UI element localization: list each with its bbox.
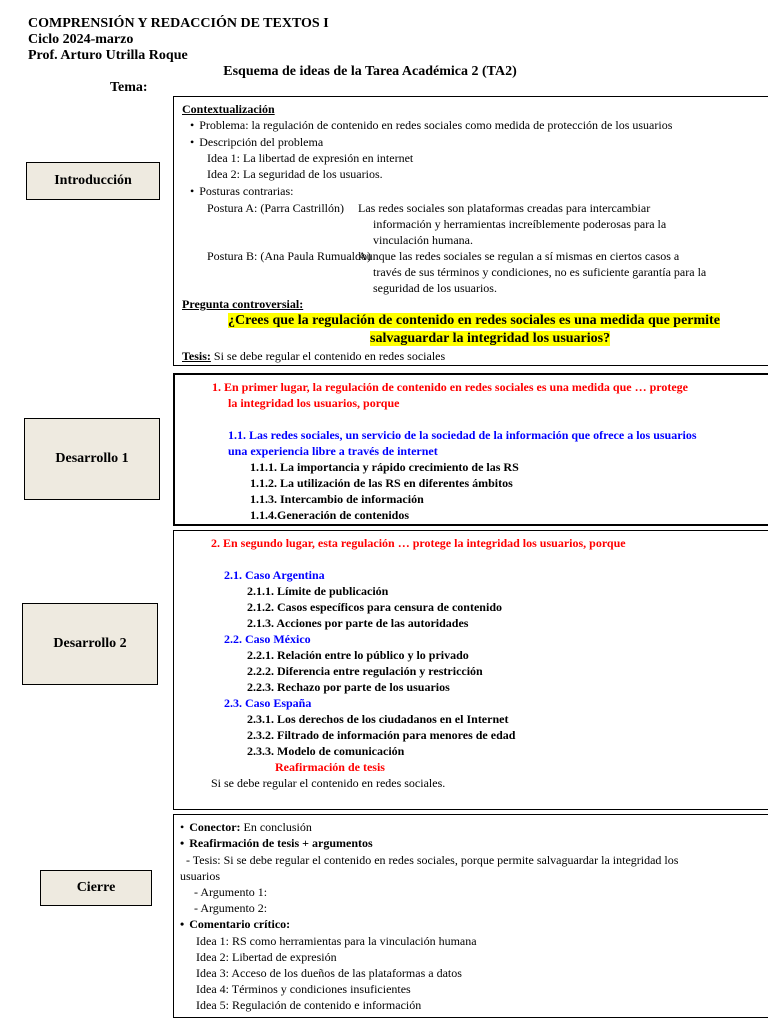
label-text: Introducción [54, 173, 132, 188]
connector-item [180, 819, 312, 835]
case-argentina: 2.1. Caso Argentina [224, 568, 325, 582]
case-item: 2.3.1. Los derechos de los ciudadanos en el Internet [247, 712, 509, 726]
label-text: Cierre [76, 880, 116, 895]
case-item: 2.1.3. Acciones por parte de las autoridades [247, 616, 469, 630]
tema-label: Tema: [110, 80, 148, 95]
question-line-1 [228, 313, 720, 329]
desarrollo-1-section [173, 373, 768, 526]
comment-idea: Idea 5: Regulación de contenido e información [196, 998, 422, 1012]
dev2-reaffirm: Reafirmación de tesis [275, 760, 385, 774]
dev2-main: 2. En segundo lugar, esta regulación … protege la integridad los usuarios, porque [211, 536, 626, 550]
argument-2: - Argumento 2: [194, 901, 268, 915]
dev1-main-line-1: 1. En primer lugar, la regulación de contenido en redes sociales es una medida que … protege [212, 380, 689, 394]
cycle: Ciclo 2024-marzo [28, 32, 134, 47]
idea-2: Idea 2: La seguridad de los usuarios. [207, 167, 383, 181]
case-item: 2.3.3. Modelo de comunicación [247, 744, 405, 758]
case-item: 2.3.2. Filtrado de información para menores de edad [247, 728, 516, 742]
case-item: 2.2.1. Relación entre lo público y lo privado [247, 648, 469, 662]
posture-b-label: Postura B: (Ana Paula Rumualdo) [207, 249, 371, 263]
dev1-item: 1.1.3. Intercambio de información [250, 492, 424, 506]
dev1-main-line-2: la integridad los usuarios, porque [228, 396, 400, 410]
pregunta-heading: Pregunta controversial: [182, 297, 304, 311]
case-item: 2.1.1. Límite de publicación [247, 584, 389, 598]
label-cierre [40, 870, 152, 906]
comment-idea: Idea 1: RS como herramientas para la vinculación humana [196, 934, 477, 948]
postures-item: • Posturas contrarias: [190, 183, 294, 199]
professor: Prof. Arturo Utrilla Roque [28, 48, 188, 63]
comment-item: • Comentario crítico: [180, 916, 290, 932]
dev1-item: 1.1.2. La utilización de las RS en diferentes ámbitos [250, 476, 513, 490]
dev1-item: 1.1.4.Generación de contenidos [250, 508, 409, 522]
argument-1: - Argumento 1: [194, 885, 268, 899]
tesis-text: Si se debe regular el contenido en redes sociales [210, 349, 446, 363]
posture-a-line-3: vinculación humana. [373, 233, 473, 247]
label-introduccion [26, 162, 160, 200]
case-item: 2.2.2. Diferencia entre regulación y restricción [247, 664, 483, 678]
label-desarrollo-1 [24, 418, 160, 500]
connector-text: En conclusión [240, 820, 312, 834]
tesis-line-1: - Tesis: Si se debe regular el contenido en redes sociales, porque permite salvaguardar la integridad los [186, 853, 679, 867]
document-title: Esquema de ideas de la Tarea Académica 2 (TA2) [223, 64, 517, 79]
posture-a-line-2: información y herramientas increíblemente poderosas para la [373, 217, 667, 231]
dev2-thesis: Si se debe regular el contenido en redes sociales. [211, 776, 446, 790]
question-text: ¿Crees que la regulación de contenido en redes sociales es una medida que permite [228, 313, 720, 328]
tesis-label: Tesis: [182, 349, 211, 363]
question-text: salvaguardar la integridad los usuarios? [370, 331, 611, 346]
posture-b-line-1: Aunque las redes sociales se regulan a sí mismas en ciertos casos a [358, 249, 680, 263]
dev1-sub-line-2: una experiencia libre a través de internet [228, 444, 438, 458]
comment-idea: Idea 4: Términos y condiciones insuficientes [196, 982, 411, 996]
case-item: 2.2.3. Rechazo por parte de los usuarios [247, 680, 450, 694]
intro-section [173, 96, 768, 366]
desarrollo-2-section [173, 530, 768, 810]
label-desarrollo-2 [22, 603, 158, 685]
contextualizacion-heading: Contextualización [182, 102, 275, 116]
label-text: Desarrollo 2 [53, 636, 127, 651]
posture-a-line-1: Las redes sociales son plataformas creadas para intercambiar [358, 201, 651, 215]
posture-b-line-3: seguridad de los usuarios. [373, 281, 497, 295]
cierre-section [173, 814, 768, 1018]
tesis-line [182, 348, 445, 364]
connector-label: Conector: [189, 820, 241, 834]
description-item: • Descripción del problema [190, 134, 323, 150]
reaffirm-item: • Reafirmación de tesis + argumentos [180, 835, 373, 851]
dev1-sub-line-1: 1.1. Las redes sociales, un servicio de la sociedad de la información que ofrece a los usuarios [228, 428, 697, 442]
posture-b-line-2: través de sus términos y condiciones, no es suficiente garantía para la [373, 265, 707, 279]
posture-a-label: Postura A: (Parra Castrillón) [207, 201, 344, 215]
comment-idea: Idea 3: Acceso de los dueños de las plataformas a datos [196, 966, 462, 980]
label-text: Desarrollo 1 [55, 451, 129, 466]
comment-idea: Idea 2: Libertad de expresión [196, 950, 337, 964]
course-title: COMPRENSIÓN Y REDACCIÓN DE TEXTOS I [28, 16, 329, 31]
case-espana: 2.3. Caso España [224, 696, 312, 710]
question-line-2 [370, 331, 610, 347]
tesis-line-2: usuarios [180, 869, 220, 883]
dev1-item: 1.1.1. La importancia y rápido crecimiento de las RS [250, 460, 519, 474]
case-item: 2.1.2. Casos específicos para censura de contenido [247, 600, 502, 614]
case-mexico: 2.2. Caso México [224, 632, 311, 646]
problem-item: • Problema: la regulación de contenido en redes sociales como medida de protección de los usuarios [190, 117, 672, 133]
idea-1: Idea 1: La libertad de expresión en internet [207, 151, 414, 165]
